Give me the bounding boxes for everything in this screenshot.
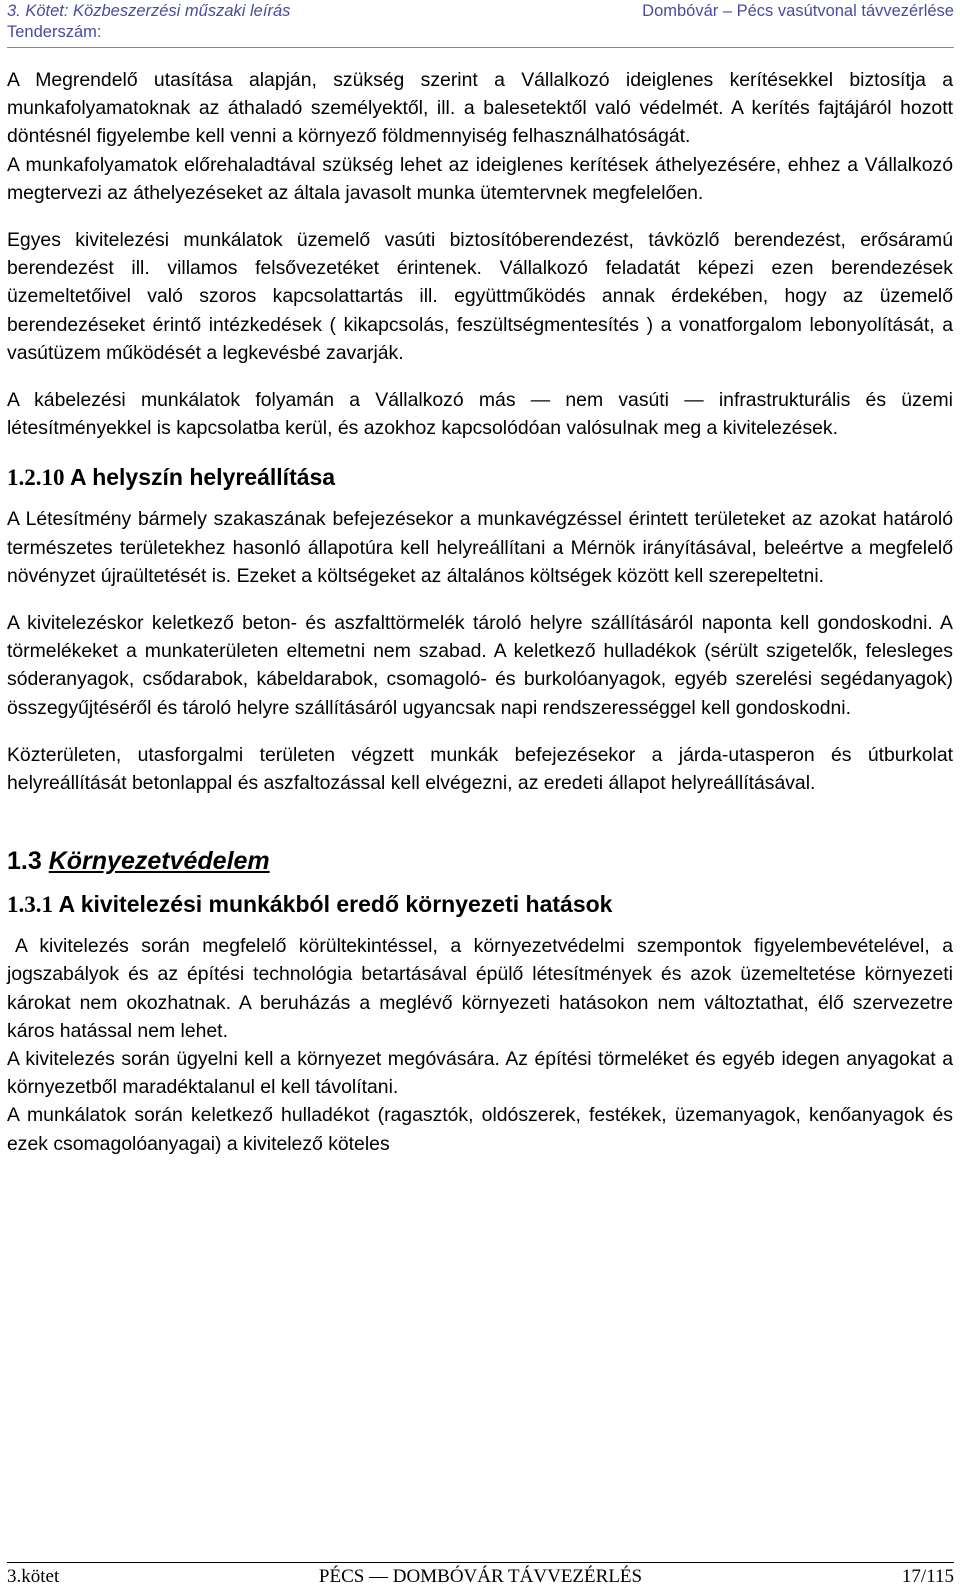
section-heading-1-2-10 [7, 462, 953, 493]
section-heading-1-3-1 [7, 889, 953, 920]
paragraph-public-areas: Közterületen, utasforgalmi területen végzett munkák befejezésekor a járda-utasperon és útburkolat helyreállítását betonlappal és aszfaltozással kell elvégezni, az eredeti állapot helyreállításával. [7, 743, 953, 795]
section-title: A helyszín helyreállítása [70, 464, 336, 491]
header-volume-title: 3. Kötet: Közbeszerzési műszaki leírás [7, 2, 291, 20]
paragraph-waste: A munkálatok során keletkező hulladékot (ragasztók, oldószerek, festékek, üzemanyagok, kenőanyagok és ezek csomagolóanyagai) a kivitelező köteles [7, 1104, 953, 1155]
paragraph-fencing: A Megrendelő utasítása alapján, szükség szerint a Vállalkozó ideiglenes kerítésekkel biztosítja a munkafolyamatoknak az áthaladó személyektől, ill. a balesetektől való védelmét. A kerítés fajtájáról hozott döntésnél figyelembe kell venni a környező földmennyiség felhasználhatóságát. [7, 69, 953, 148]
section-number: 1.3.1 [7, 892, 53, 918]
paragraph-debris: A kivitelezéskor keletkező beton- és aszfalttörmelék tároló helyre szállításáról naponta kell gondoskodni. A törmelékeket a munkaterületen eltemetni nem szabad. A keletkező hulladékok (sérült szigetelők, felesleges sóderanyagok, csődarabok, kábeldarabok, csomagoló- és burkolóanyagok, egyéb szerelési segédanyagok) összegyűjtéséről és tároló helyre szállításáról ugyancsak napi rendszerességgel kell gondoskodni. [7, 612, 953, 719]
section-number: 1.3 [7, 847, 42, 876]
paragraph-cabling: A kábelezési munkálatok folyamán a Vállalkozó más — nem vasúti — infrastrukturális és üzemi létesítményekkel is kapcsolatba kerül, és azokhoz kapcsolódóan valósulnak meg a kivitelezések. [7, 389, 953, 440]
paragraph-environment-protection: A kivitelezés során ügyelni kell a környezet megóvására. Az építési törmeléket és egyéb idegen anyagokat a környezetből maradéktalanul el kell távolítani. [7, 1048, 953, 1099]
paragraph-site-restoration: A Létesítmény bármely szakaszának befejezésekor a munkavégzéssel érintett területeket az azokat határoló természetes területekhez hasonló állapotúra kell helyreállítani a Mérnök irányításával, beleértve a megfelelő növényzet újraültetését is. Ezeket a költségeket az általános költségek között kell szerepeltetni. [7, 508, 953, 587]
footer-page-number: 17/115 [901, 1566, 954, 1587]
section-number: 1.2.10 [7, 465, 65, 491]
footer-divider [7, 1562, 954, 1563]
header-project-title: Dombóvár – Pécs vasútvonal távvezérlése [642, 2, 954, 20]
header-tender-number: Tenderszám: [7, 23, 102, 41]
paragraph-environmental-impact: A kivitelezés során megfelelő körültekintéssel, a környezetvédelmi szempontok figyelembevételével, a jogszabályok és az építési technológia betartásával épülő létesítmények és azok üzemeltetése környezeti károkat nem okozhatnak. A beruházás a meglévő környezeti hatásokon nem változtathat, élő szervezetre káros hatással nem lehet. [7, 935, 953, 1042]
section-heading-1-3 [7, 845, 953, 877]
document-body [7, 66, 953, 1158]
footer-project: PÉCS — DOMBÓVÁR TÁVVEZÉRLÉS [318, 1566, 643, 1587]
paragraph-utilities: Egyes kivitelezési munkálatok üzemelő vasúti biztosítóberendezést, távközlő berendezést, erősáramú berendezést ill. villamos felsővezetéket érintenek. Vállalkozó feladatát képezi ezen berendezések üzemeltetőivel való szoros kapcsolattartás ill. együttműködés annak érdekében, hogy az üzemelő berendezéseket érintő intézkedések ( kikapcsolás, feszültségmentesítés ) a vonatforgalom lebonyolítását, a vasútüzem működését a legkevésbé zavarják. [7, 229, 953, 364]
section-title: A kivitelezési munkákból eredő környezeti hatások [58, 891, 613, 918]
paragraph-fence-relocation: A munkafolyamatok előrehaladtával szükség lehet az ideiglenes kerítések áthelyezésére, ehhez a Vállalkozó megtervezi az áthelyezéseket az általa javasolt munka ütemtervnek megfelelően. [7, 153, 953, 204]
footer-volume: 3.kötet [7, 1566, 60, 1587]
section-title: Környezetvédelem [48, 847, 270, 876]
header-divider [7, 47, 954, 48]
